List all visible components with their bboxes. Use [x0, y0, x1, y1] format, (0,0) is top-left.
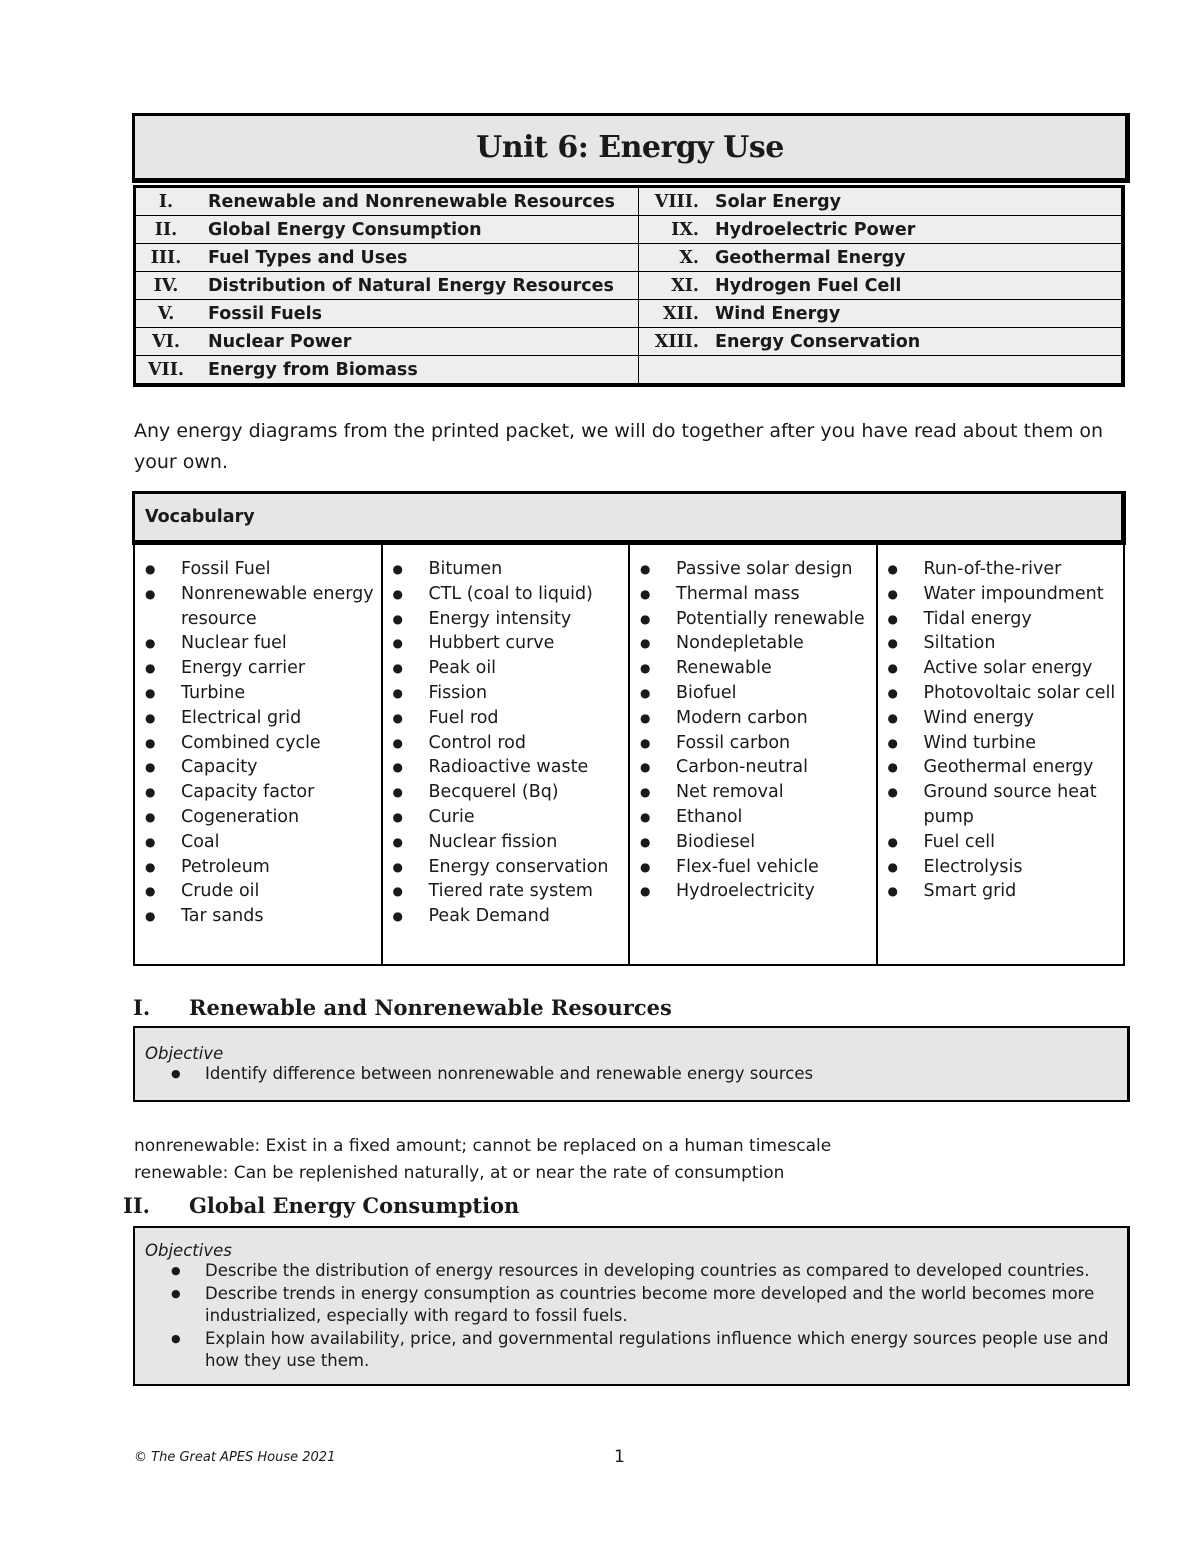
vocabulary-term: ● Fossil carbon: [630, 731, 876, 756]
objective-item: ● Explain how availability, price, and governmental regulations influence which energy sources people use and how they use them.: [135, 1328, 1127, 1373]
vocabulary-header: [132, 491, 1126, 545]
topics-table: [133, 185, 1125, 387]
title-box: [132, 113, 1130, 183]
vocabulary-term: ● Energy intensity: [383, 607, 629, 632]
vocabulary-term: ● Wind turbine: [878, 731, 1124, 756]
topic-label: Global Energy Consumption: [196, 216, 639, 244]
vocabulary-term: ● Nuclear fission: [383, 830, 629, 855]
topic-numeral: XI.: [639, 272, 704, 300]
vocabulary-term: ● Ethanol: [630, 805, 876, 830]
vocabulary-term: ● Potentially renewable: [630, 607, 876, 632]
vocabulary-term: ● Nondepletable: [630, 631, 876, 656]
topics-row: [135, 187, 1124, 216]
definition-renewable: renewable: Can be replenished naturally, at or near the rate of consumption: [134, 1163, 785, 1183]
vocabulary-term: ● Hydroelectricity: [630, 879, 876, 904]
vocabulary-column: [630, 543, 878, 964]
topic-label: Nuclear Power: [196, 328, 639, 356]
topic-label: Hydroelectric Power: [703, 216, 1123, 244]
section-2-objective-list: [135, 1260, 1127, 1373]
topics-row: [135, 356, 1124, 386]
vocabulary-term: ● Crude oil: [135, 879, 381, 904]
page-title: Unit 6: Energy Use: [476, 129, 784, 165]
instruction-note: Any energy diagrams from the printed packet, we will do together after you have read about them on your own.: [134, 420, 1104, 473]
vocabulary-term: ● Biodiesel: [630, 830, 876, 855]
section-2-heading: [123, 1193, 519, 1218]
vocabulary-term: ● Passive solar design: [630, 557, 876, 582]
objective-item: ● Describe trends in energy consumption as countries become more developed and the world becomes more industrialized, especially with regard to fossil fuels.: [135, 1283, 1127, 1328]
vocabulary-term: ● Tar sands: [135, 904, 381, 929]
topic-numeral: IX.: [639, 216, 704, 244]
vocabulary-term: ● CTL (coal to liquid): [383, 582, 629, 607]
topics-row: [135, 244, 1124, 272]
topics-row: [135, 328, 1124, 356]
vocabulary-term: ● Bitumen: [383, 557, 629, 582]
vocabulary-term: ● Fission: [383, 681, 629, 706]
objective-item: ● Identify difference between nonrenewable and renewable energy sources: [135, 1063, 1127, 1086]
topic-label: Solar Energy: [703, 187, 1123, 216]
topic-label: [703, 356, 1123, 386]
topic-numeral: V.: [135, 300, 197, 328]
vocabulary-term: ● Carbon-neutral: [630, 755, 876, 780]
vocabulary-term: ● Wind energy: [878, 706, 1124, 731]
topic-numeral: X.: [639, 244, 704, 272]
vocabulary-term: ● Nuclear fuel: [135, 631, 381, 656]
topic-numeral: [639, 356, 704, 386]
vocabulary-term: ● Cogeneration: [135, 805, 381, 830]
vocabulary-term: ● Ground source heat pump: [878, 780, 1124, 830]
section-2-numeral: II.: [123, 1193, 150, 1218]
topic-label: Geothermal Energy: [703, 244, 1123, 272]
vocabulary-title: Vocabulary: [145, 507, 255, 527]
topic-label: Fossil Fuels: [196, 300, 639, 328]
section-1-heading: [133, 995, 672, 1020]
topic-label: Renewable and Nonrenewable Resources: [196, 187, 639, 216]
vocabulary-term: ● Energy conservation: [383, 855, 629, 880]
vocabulary-term: ● Nonrenewable energy resource: [135, 582, 381, 632]
vocabulary-column: [878, 543, 1124, 964]
vocabulary-term: ● Smart grid: [878, 879, 1124, 904]
vocabulary-term: ● Capacity factor: [135, 780, 381, 805]
topic-numeral: XIII.: [639, 328, 704, 356]
section-2-objective-title: Objectives: [145, 1241, 232, 1260]
vocabulary-term: ● Siltation: [878, 631, 1124, 656]
vocabulary-term: ● Fossil Fuel: [135, 557, 381, 582]
vocabulary-term: ● Petroleum: [135, 855, 381, 880]
vocabulary-term: ● Fuel cell: [878, 830, 1124, 855]
vocabulary-term: ● Electrical grid: [135, 706, 381, 731]
vocabulary-term: ● Photovoltaic solar cell: [878, 681, 1124, 706]
objective-item: ● Describe the distribution of energy resources in developing countries as compared to developed countries.: [135, 1260, 1127, 1283]
topic-label: Wind Energy: [703, 300, 1123, 328]
vocabulary-term: ● Geothermal energy: [878, 755, 1124, 780]
vocabulary-term: ● Becquerel (Bq): [383, 780, 629, 805]
vocabulary-term: ● Capacity: [135, 755, 381, 780]
vocabulary-term: ● Run-of-the-river: [878, 557, 1124, 582]
topic-numeral: III.: [135, 244, 197, 272]
vocabulary-term: ● Coal: [135, 830, 381, 855]
topics-row: [135, 300, 1124, 328]
topic-label: Fuel Types and Uses: [196, 244, 639, 272]
definition-nonrenewable: nonrenewable: Exist in a fixed amount; cannot be replaced on a human timescale: [134, 1136, 832, 1156]
footer-copyright: © The Great APES House 2021: [134, 1450, 336, 1465]
topic-label: Hydrogen Fuel Cell: [703, 272, 1123, 300]
vocabulary-term: ● Thermal mass: [630, 582, 876, 607]
vocabulary-column: [135, 543, 383, 964]
topics-row: [135, 216, 1124, 244]
topic-label: Energy Conservation: [703, 328, 1123, 356]
vocabulary-term: ● Control rod: [383, 731, 629, 756]
vocabulary-term: ● Modern carbon: [630, 706, 876, 731]
vocabulary-term: ● Electrolysis: [878, 855, 1124, 880]
vocabulary-term: ● Tidal energy: [878, 607, 1124, 632]
vocabulary-term: ● Peak Demand: [383, 904, 629, 929]
vocabulary-term: ● Fuel rod: [383, 706, 629, 731]
section-2-objective-box: [133, 1226, 1130, 1386]
topic-numeral: II.: [135, 216, 197, 244]
page-number: 1: [614, 1447, 625, 1467]
vocabulary-term: ● Flex-fuel vehicle: [630, 855, 876, 880]
vocabulary-term: ● Peak oil: [383, 656, 629, 681]
topic-numeral: VI.: [135, 328, 197, 356]
topic-label: Distribution of Natural Energy Resources: [196, 272, 639, 300]
vocabulary-term: ● Turbine: [135, 681, 381, 706]
topic-label: Energy from Biomass: [196, 356, 639, 386]
vocabulary-term: ● Hubbert curve: [383, 631, 629, 656]
vocabulary-column: [383, 543, 631, 964]
vocabulary-term: ● Renewable: [630, 656, 876, 681]
section-2-title: Global Energy Consumption: [189, 1193, 520, 1218]
vocabulary-term: ● Tiered rate system: [383, 879, 629, 904]
vocabulary-term: ● Energy carrier: [135, 656, 381, 681]
vocabulary-term: ● Curie: [383, 805, 629, 830]
vocabulary-term: ● Net removal: [630, 780, 876, 805]
section-1-objective-list: [135, 1063, 1127, 1086]
vocabulary-term: ● Combined cycle: [135, 731, 381, 756]
topic-numeral: I.: [135, 187, 197, 216]
topics-row: [135, 272, 1124, 300]
vocabulary-term: ● Active solar energy: [878, 656, 1124, 681]
topic-numeral: VIII.: [639, 187, 704, 216]
vocabulary-grid: [133, 541, 1125, 966]
section-1-title: Renewable and Nonrenewable Resources: [189, 995, 672, 1020]
vocabulary-term: ● Water impoundment: [878, 582, 1124, 607]
vocabulary-term: ● Radioactive waste: [383, 755, 629, 780]
topic-numeral: VII.: [135, 356, 197, 386]
topic-numeral: IV.: [135, 272, 197, 300]
section-1-numeral: I.: [133, 995, 151, 1020]
topic-numeral: XII.: [639, 300, 704, 328]
vocabulary-term: ● Biofuel: [630, 681, 876, 706]
section-1-objective-title: Objective: [145, 1044, 224, 1063]
section-1-objective-box: [133, 1026, 1130, 1102]
